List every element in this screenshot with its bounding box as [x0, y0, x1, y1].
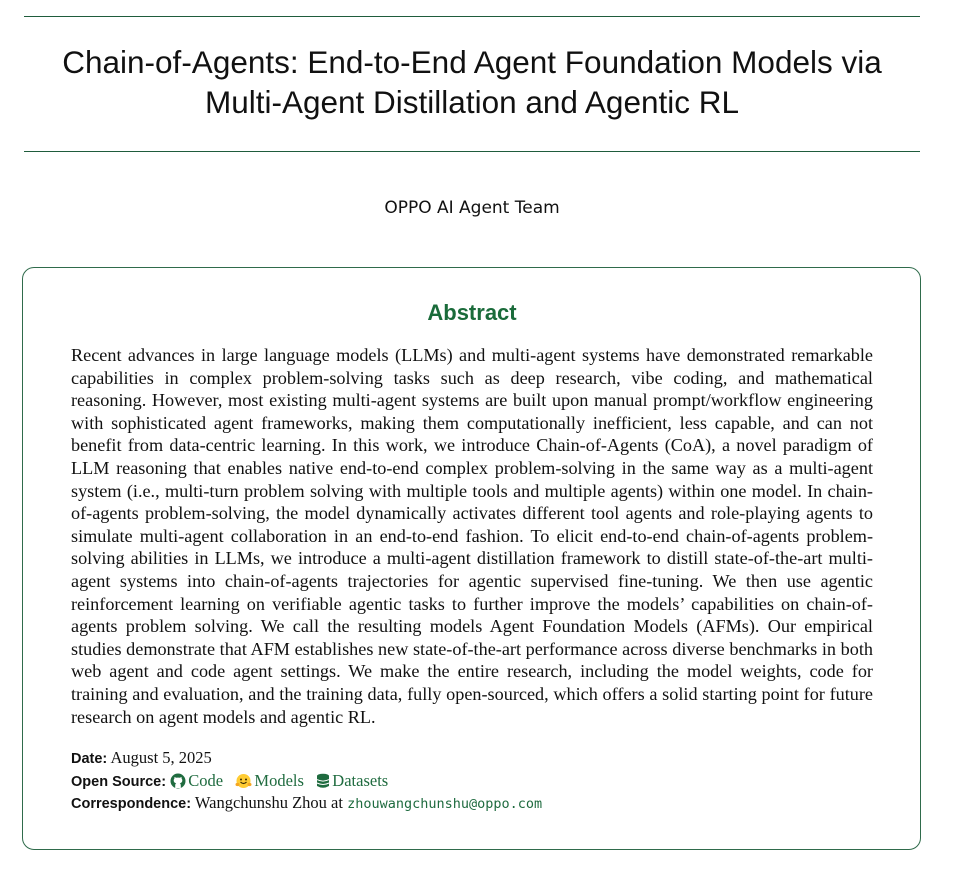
date-value: August 5, 2025	[110, 748, 212, 767]
models-link[interactable]	[235, 771, 308, 790]
database-icon	[316, 773, 330, 789]
open-source-label: Open Source:	[71, 774, 167, 790]
abstract-text: Recent advances in large language models (LLMs) and multi-agent systems have demonstrated remarkable capabilities in complex problem-solving tasks such as deep research, vibe coding, and mathematical reasoning. However, most existing multi-agent systems are built upon manual prompt/workflow engineering with sophisticated agent frameworks, making them computationally inefficient, less capable, and can not benefit from data-centric learning. In this work, we introduce Chain-of-Agents (CoA), a novel paradigm of LLM reasoning that enables native end-to-end complex problem-solving in the same way as a multi-agent system (i.e., multi-turn problem solving with multiple tools and multiple agents) within one model. In chain-of-agents problem-solving, the model dynamically activates different tool agents and role-playing agents to simulate multi-agent collaboration in an end-to-end fashion. To elicit end-to-end chain-of-agents problem-solving abilities in LLMs, we introduce a multi-agent distillation framework to distill state-of-the-art multi-agent systems into chain-of-agents trajectories for agentic supervised fine-tuning. We then use agentic reinforcement learning on verifiable agentic tasks to further improve the models’ capabilities on chain-of-agents problem solving. We call the resulting models Agent Foundation Models (AFMs). Our empirical studies demonstrate that AFM establishes new state-of-the-art performance across diverse benchmarks in both web agent and code agent settings. We make the entire research, including the model weights, code for training and evaluation, and the training data, fully open-sourced, which offers a solid starting point for future research on agent models and agentic RL.	[71, 345, 873, 727]
correspondence-name: Wangchunshu Zhou at	[194, 793, 343, 812]
github-icon	[170, 773, 186, 789]
abstract-heading: Abstract	[427, 300, 517, 325]
datasets-link[interactable]	[316, 771, 388, 790]
correspondence-label: Correspondence:	[71, 796, 192, 812]
paper-title-line-1: Chain-of-Agents: End-to-End Agent Foundation Models via	[62, 44, 882, 80]
paper-title-line-2: Multi-Agent Distillation and Agentic RL	[204, 84, 740, 120]
datasets-link-label: Datasets	[332, 771, 389, 790]
date-line	[71, 747, 891, 770]
author-line: OPPO AI Agent Team	[384, 198, 560, 218]
bottom-rule	[24, 151, 920, 152]
top-rule	[24, 16, 920, 17]
paper-title	[24, 42, 920, 122]
correspondence-line	[71, 792, 891, 815]
open-source-line	[71, 770, 891, 793]
date-label: Date:	[71, 751, 108, 767]
code-link-label: Code	[188, 771, 224, 790]
code-link[interactable]	[170, 771, 227, 790]
hugging-face-icon	[235, 773, 252, 789]
correspondence-email-link[interactable]: zhouwangchunshu@oppo.com	[347, 796, 543, 812]
models-link-label: Models	[254, 771, 304, 790]
